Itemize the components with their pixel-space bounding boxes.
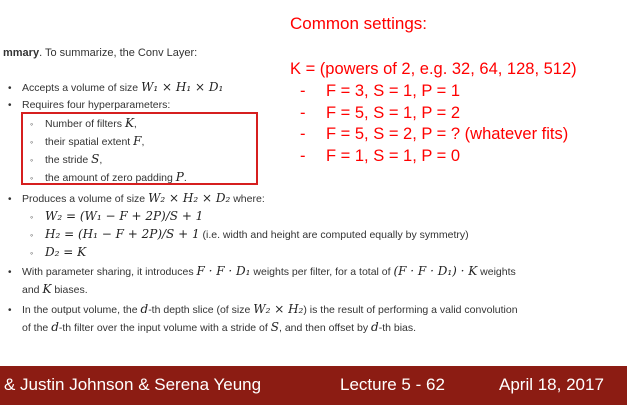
circle-bullet-icon: ◦ xyxy=(30,230,34,240)
settings-item xyxy=(300,146,568,168)
circle-bullet-icon: ◦ xyxy=(30,212,34,222)
k-setting-line: K = (powers of 2, e.g. 32, 64, 128, 512) xyxy=(290,60,577,78)
hyperparameter-text: Number of filters xyxy=(45,118,123,130)
settings-item-text: F = 1, S = 1, P = 0 xyxy=(326,146,461,165)
hyperparameter-item: ◦ the stride S, xyxy=(30,152,103,166)
hyperparameter-text: the stride xyxy=(45,154,89,166)
bullet-text: , and then offset by xyxy=(278,322,369,334)
bullet-text: ) is the result of performing a valid convolution xyxy=(303,304,518,316)
bullet-text: and xyxy=(22,284,40,296)
dash-marker: - xyxy=(300,125,306,143)
math-output-size: W₂ × H₂ × D₂ xyxy=(148,191,231,205)
circle-bullet-icon: ◦ xyxy=(30,137,34,147)
bullet-text: Accepts a volume of size xyxy=(22,82,139,94)
summary-bold: mmary xyxy=(3,47,40,59)
bullet-text: Requires four hyperparameters: xyxy=(22,99,171,111)
bullet-sharing xyxy=(8,264,516,278)
circle-bullet-icon: ◦ xyxy=(30,248,34,258)
bullet-dot-icon: • xyxy=(8,305,12,316)
bullet-dot-icon: • xyxy=(8,83,12,94)
bullet-output xyxy=(8,302,518,316)
bullet-text: In the output volume, the xyxy=(22,304,138,316)
equation-item xyxy=(30,209,203,223)
summary-heading xyxy=(3,47,197,59)
settings-item xyxy=(300,124,568,146)
math-p: P xyxy=(175,170,184,184)
bullet-dot-icon: • xyxy=(8,100,12,111)
math-input-size: W₁ × H₁ × D₁ xyxy=(141,80,224,94)
footer-date: April 18, 2017 xyxy=(499,375,604,394)
settings-item-text: F = 3, S = 1, P = 1 xyxy=(326,82,461,100)
bullet-text: weights per filter, for a total of xyxy=(253,266,391,278)
bullet-produces xyxy=(8,191,265,205)
math-f: F xyxy=(133,134,142,148)
hyperparameter-item: ◦ the amount of zero padding P. xyxy=(30,170,187,184)
math-weights-per-filter: F · F · D₁ xyxy=(196,264,251,278)
circle-bullet-icon: ◦ xyxy=(30,155,34,165)
bullet-dot-icon: • xyxy=(8,267,12,278)
footer-authors: & Justin Johnson & Serena Yeung xyxy=(4,375,262,394)
hyperparameter-item: ◦ their spatial extent F, xyxy=(30,134,145,148)
bullet-requires xyxy=(8,99,170,111)
bullet-text: -th filter over the input volume with a stride of xyxy=(58,322,268,334)
math-total-weights: (F · F · D₁) · K xyxy=(393,264,478,278)
bullet-text-tail: where: xyxy=(233,193,265,205)
bullet-text: biases. xyxy=(54,284,88,296)
bullet-text: of the xyxy=(22,322,49,334)
dash-marker: - xyxy=(300,82,306,100)
bullet-text: weights xyxy=(480,266,516,278)
circle-bullet-icon: ◦ xyxy=(30,119,34,129)
footer-lecture: Lecture 5 - 62 xyxy=(340,375,445,394)
equation-note: (i.e. width and height are computed equally by symmetry) xyxy=(202,229,469,241)
equation-item xyxy=(30,227,469,241)
settings-item-text: F = 5, S = 1, P = 2 xyxy=(326,103,461,122)
bullet-output-continued xyxy=(22,320,416,334)
bullet-text: -th bias. xyxy=(378,322,417,334)
summary-intro: . To summarize, the Conv Layer: xyxy=(39,47,198,59)
hyperparameter-text: the amount of zero padding xyxy=(45,172,173,184)
bullet-accepts xyxy=(8,80,223,94)
equation-h2: H₂ = (H₁ − F + 2P)/S + 1 xyxy=(45,227,200,241)
math-k: K xyxy=(124,116,134,130)
equation-item xyxy=(30,245,86,259)
settings-item xyxy=(300,81,568,103)
bullet-dot-icon: • xyxy=(8,194,12,205)
bullet-text: Produces a volume of size xyxy=(22,193,146,205)
math-d: d xyxy=(140,302,149,316)
footer-bar xyxy=(0,366,627,405)
math-slice-size: W₂ × H₂ xyxy=(253,302,304,316)
settings-list xyxy=(300,81,568,167)
common-settings-title: Common settings: xyxy=(290,14,427,33)
math-d: d xyxy=(371,320,379,334)
settings-item-text: F = 5, S = 2, P = ? (whatever fits) xyxy=(326,125,569,143)
math-s: S xyxy=(91,152,100,166)
math-k-biases: K xyxy=(42,282,52,296)
circle-bullet-icon: ◦ xyxy=(30,173,34,183)
math-d: d xyxy=(51,320,59,334)
equation-d2: D₂ = K xyxy=(45,245,87,259)
dash-marker: - xyxy=(300,146,306,165)
dash-marker: - xyxy=(300,103,306,122)
math-s: S xyxy=(270,320,279,334)
settings-item xyxy=(300,103,568,125)
bullet-sharing-continued xyxy=(22,282,88,296)
equation-w2: W₂ = (W₁ − F + 2P)/S + 1 xyxy=(45,209,204,223)
bullet-text: With parameter sharing, it introduces xyxy=(22,266,194,278)
bullet-text: -th depth slice (of size xyxy=(148,304,251,316)
hyperparameter-item: ◦ Number of filters K, xyxy=(30,116,137,130)
hyperparameter-text: their spatial extent xyxy=(45,136,131,148)
